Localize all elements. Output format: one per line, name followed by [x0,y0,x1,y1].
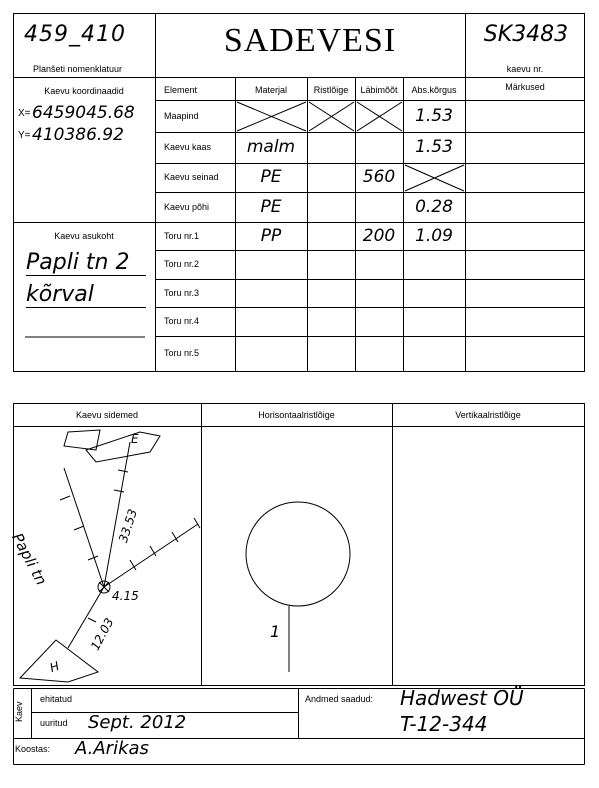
y-prefix: Y= [18,130,31,141]
col-header-cross: Ristlõige [313,85,349,95]
distance-upper-label: 33.53 [116,507,140,545]
row-cross-value [307,132,355,163]
row-element-label: Maapind [164,111,199,121]
row-material-value [235,307,307,336]
row-diameter-value: 200 [362,226,396,246]
location-line-1: Papli tn 2 [26,250,146,276]
row-elevation-value [403,279,465,307]
building-e-label: E [131,432,139,446]
row-cross-value [307,192,355,222]
row-cross-value [307,163,355,192]
row-element-label: Kaevu seinad [164,172,219,182]
row-element-label: Toru nr.3 [164,288,200,298]
location-label: Kaevu asukoht [54,231,114,241]
well-number: SK3483 [483,22,569,47]
row-elevation-value [403,336,465,371]
row-elevation-value [403,307,465,336]
col-header-remarks: Märkused [505,82,545,92]
surveyed-label: uuritud [40,718,68,728]
row-cross-value [307,279,355,307]
sketch-col2-title: Horisontaalristlõige [258,410,335,420]
row-element-label: Toru nr.1 [164,231,200,241]
row-diameter-value [355,279,403,307]
y-coordinate: 410386.92 [32,125,124,145]
col-header-elevation: Abs.kõrgus [411,85,457,95]
row-diameter-value [355,307,403,336]
row-material-value: PE [260,197,282,217]
row-cross-value [307,222,355,250]
row-elevation-value: 0.28 [415,197,453,217]
col-header-element: Element [164,85,198,95]
data-from-code: T-12-344 [400,712,488,736]
row-diameter-value [355,132,403,163]
row-material-value: PE [260,167,282,187]
page-title: SADEVESI [223,22,397,59]
row-diameter-value [355,100,403,132]
row-element-label: Toru nr.5 [164,348,200,358]
author-value: A.Arikas [75,738,149,759]
row-element-label: Toru nr.4 [164,316,200,326]
sketch-col3-title: Vertikaalristlõige [455,410,521,420]
street-name-label: Papli tn [8,530,51,589]
row-material-value: PP [260,226,282,246]
col-header-material: Materjal [254,85,287,95]
row-cross-value [307,307,355,336]
row-elevation-value [403,250,465,279]
data-from-label: Andmed saadud: [305,694,374,704]
well-elevation-label: 4.15 [112,589,139,603]
row-diameter-value [355,336,403,371]
row-elevation-value: 1.53 [415,106,453,126]
row-element-label: Toru nr.2 [164,259,200,269]
sketch-col1-title: Kaevu sidemed [75,410,139,420]
row-elevation-value: 1.53 [415,137,453,157]
coordinates-label: Kaevu koordinaadid [44,86,124,96]
author-label: Koostas: [15,744,51,754]
surveyed-value: Sept. 2012 [88,712,187,733]
row-cross-value [307,336,355,371]
row-material-value [235,279,307,307]
col-header-diameter: Läbimõõt [360,85,398,95]
row-element-label: Kaevu põhi [164,202,210,212]
row-diameter-value [355,192,403,222]
sheet-number: 459_410 [24,22,126,47]
x-prefix: X= [18,108,31,119]
footer-side-label: Kaev [14,701,24,722]
row-diameter-value: 560 [362,167,396,187]
built-label: ehitatud [40,694,73,704]
row-cross-value [307,100,355,132]
well-caption: kaevu nr. [506,64,544,74]
x-coordinate: 6459045.68 [32,103,135,123]
sheet-caption: Planšeti nomenklatuur [32,64,123,74]
pipe-number-label: 1 [270,622,281,641]
distance-lower-label: 12.03 [88,615,117,653]
row-material-value [235,336,307,371]
row-elevation-value: 1.09 [415,226,453,246]
row-diameter-value [355,250,403,279]
row-material-value [235,250,307,279]
building-h-label: H [47,658,62,676]
row-cross-value [307,250,355,279]
row-material-value: malm [246,137,296,157]
row-material-value [235,100,307,132]
row-element-label: Kaevu kaas [164,142,212,152]
data-from-value: Hadwest OÜ [400,686,524,710]
location-line-2: kõrval [26,282,146,308]
row-elevation-value [403,163,465,192]
